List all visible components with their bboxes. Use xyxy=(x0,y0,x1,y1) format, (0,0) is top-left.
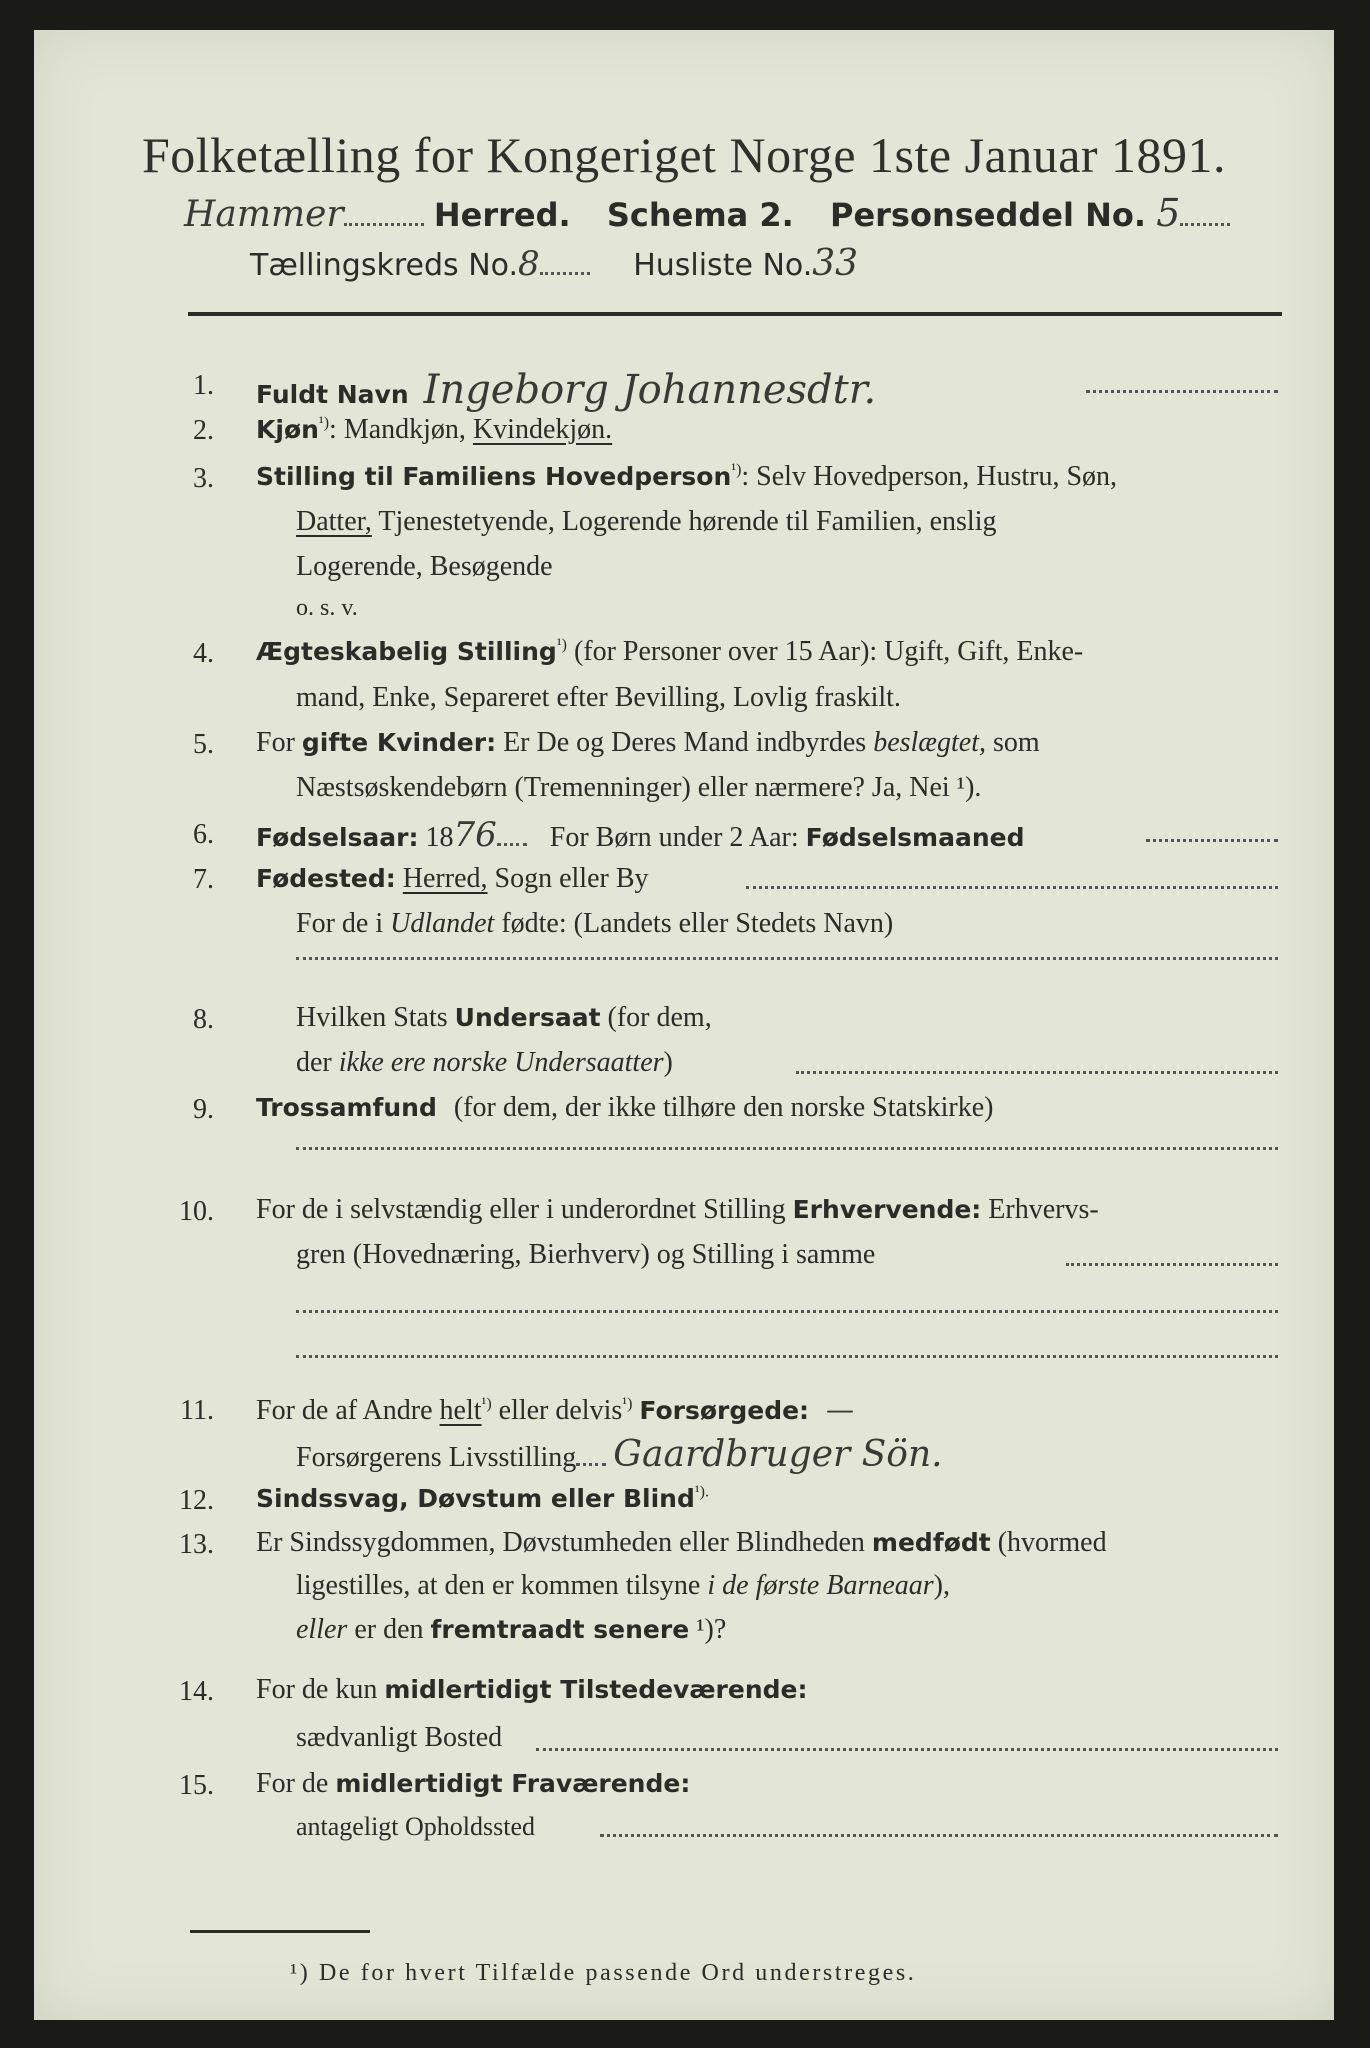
q6-label-2: Fødselsmaaned xyxy=(805,823,1025,853)
q11-text-3: Forsørgerens Livsstilling xyxy=(296,1442,577,1474)
q8-text-2b: ) xyxy=(663,1047,673,1079)
item-number: 3. xyxy=(193,462,214,494)
q7-text-2b: fødte: (Landets eller Stedets Navn) xyxy=(501,907,894,939)
schema-label: Schema 2. xyxy=(606,196,794,234)
q1-label: Fuldt Navn xyxy=(256,379,409,409)
q12-row xyxy=(256,1483,709,1515)
q6-label: Fødselsaar: xyxy=(256,823,419,853)
q13-text-3a: er den xyxy=(354,1613,424,1645)
q15-text: For de xyxy=(256,1768,329,1799)
q13-footnote-ref: ¹)? xyxy=(696,1613,727,1645)
q3-footnote-ref: ¹) xyxy=(731,461,742,479)
q6-fill-line xyxy=(1146,839,1278,842)
header-line-2 xyxy=(250,243,858,284)
q11-line-2 xyxy=(296,1434,943,1475)
q7-fill-line xyxy=(746,886,1278,889)
q8-text-2: (for dem, xyxy=(607,1001,712,1033)
q7-selected-option[interactable]: Herred, xyxy=(402,862,488,894)
form-title: Folketælling for Kongeriget Norge 1ste Januar 1891. xyxy=(141,126,1227,183)
q10-label: Erhvervende: xyxy=(792,1194,982,1224)
q15-text-2: antageligt Opholdssted xyxy=(296,1812,536,1841)
q15-line-2 xyxy=(296,1812,535,1842)
q2-footnote-ref: ¹) xyxy=(318,414,330,432)
footnote-rule xyxy=(190,1930,370,1933)
q11-footnote-ref: ¹) xyxy=(481,1395,492,1413)
item-number: 10. xyxy=(179,1195,214,1227)
q5-label: gifte Kvinder: xyxy=(301,727,497,757)
item-number: 12. xyxy=(179,1485,214,1517)
taellingskreds-value[interactable]: 8 xyxy=(518,244,540,285)
q13-text: Er Sindssygdommen, Døvstumheden eller Blindheden xyxy=(256,1526,865,1558)
header-line-1 xyxy=(184,191,1230,235)
q8-fill-line xyxy=(796,1071,1278,1074)
q10-text-2: Erhvervs- xyxy=(988,1193,1099,1225)
header-rule xyxy=(188,312,1282,316)
q11-value[interactable]: Gaardbruger Sön. xyxy=(613,1434,943,1476)
item-number: 8. xyxy=(193,1003,214,1035)
q8-label: Undersaat xyxy=(454,1002,601,1032)
q13-text-2a: ligestilles, at den er kommen tilsyne xyxy=(296,1570,701,1602)
census-form-page xyxy=(34,30,1334,2020)
q8-text-2i: ikke ere norske Undersaatter xyxy=(338,1047,664,1079)
q9-text: (for dem, der ikke tilhøre den norske Statskirke) xyxy=(453,1092,994,1124)
q1-value[interactable]: Ingeborg Johannesdtr. xyxy=(423,366,877,413)
q6-row xyxy=(256,815,1025,855)
q7-fill-line-2 xyxy=(296,957,1278,960)
item-number: 9. xyxy=(193,1094,214,1126)
q10-fill-line-2 xyxy=(296,1310,1278,1313)
q5-options-2: Næstsøskendebørn (Tremenninger) eller nærmere? Ja, Nei ¹). xyxy=(296,772,982,803)
q11-selected-option[interactable]: helt xyxy=(439,1394,482,1426)
q4-options-1: (for Personer over 15 Aar): Ugift, Gift, Enke- xyxy=(573,636,1084,668)
q14-line-1 xyxy=(256,1674,808,1706)
q3-line-1 xyxy=(256,461,1117,493)
q3-options-1: : Selv Hovedperson, Hustru, Søn, xyxy=(741,460,1118,492)
herred-label: Herred. xyxy=(433,196,571,234)
q12-label: Sindssvag, Døvstum eller Blind xyxy=(256,1484,695,1514)
q3-options-3: Logerende, Besøgende xyxy=(296,551,553,583)
q10-line-2: gren (Hovednæring, Bierhverv) og Stilling i samme xyxy=(296,1238,876,1270)
q12-footnote-ref: ¹). xyxy=(694,1484,709,1501)
item-number: 4. xyxy=(193,638,214,670)
q9-line-1 xyxy=(256,1092,993,1124)
q10-text: For de i selvstændig eller i underordnet Stilling xyxy=(256,1193,786,1225)
q3-label: Stilling til Familiens Hovedperson xyxy=(256,461,732,491)
q7-line-1 xyxy=(256,863,649,895)
q5-text-1a: Er De og Deres Mand indbyrdes xyxy=(503,726,867,758)
q1-fill-line xyxy=(1086,390,1278,393)
q11-label: Forsørgede: xyxy=(639,1395,810,1425)
q2-label: Kjøn xyxy=(256,414,319,444)
q5-text-1b: som xyxy=(992,726,1040,758)
q11-text: For de af Andre xyxy=(256,1394,433,1426)
herred-value[interactable]: Hammer xyxy=(184,194,344,235)
q5-prefix: For xyxy=(256,726,295,758)
husliste-value[interactable]: 33 xyxy=(812,243,859,285)
q7-text-2a: For de i xyxy=(296,907,384,939)
item-number: 5. xyxy=(193,728,214,760)
q14-label: midlertidigt Tilstedeværende: xyxy=(384,1675,808,1704)
q8-line-2 xyxy=(296,1047,673,1079)
item-number: 11. xyxy=(180,1394,214,1426)
q13-line-3 xyxy=(296,1614,726,1646)
q8-text: Hvilken Stats xyxy=(296,1001,448,1033)
q8-text-2a: der xyxy=(296,1047,332,1079)
q6-prefix: 18 xyxy=(425,822,454,854)
q9-fill-line xyxy=(296,1147,1278,1150)
q10-fill-line-3 xyxy=(296,1355,1278,1358)
q4-options-2: mand, Enke, Separeret efter Bevilling, Lovlig fraskilt. xyxy=(296,681,901,713)
item-number: 1. xyxy=(193,370,214,402)
q11-dash[interactable]: — xyxy=(826,1392,855,1426)
q1-row xyxy=(256,367,876,413)
q2-row xyxy=(256,414,612,446)
q4-label: Ægteskabelig Stilling xyxy=(256,637,557,667)
q13-line-1 xyxy=(256,1527,1107,1559)
husliste-label: Husliste No. xyxy=(633,248,813,284)
q3-selected-option[interactable]: Datter, xyxy=(296,505,372,537)
item-number: 6. xyxy=(193,819,214,851)
q15-line-1 xyxy=(256,1768,690,1800)
q7-text-2i: Udlandet xyxy=(390,907,495,939)
q10-fill-line xyxy=(1066,1263,1278,1266)
item-number: 14. xyxy=(179,1676,214,1707)
q4-line-1 xyxy=(256,636,1083,668)
item-number: 15. xyxy=(179,1770,214,1801)
q5-line-1 xyxy=(256,727,1040,759)
q14-line-2 xyxy=(296,1722,502,1754)
q9-label: Trossamfund xyxy=(256,1093,437,1123)
q15-label: midlertidigt Fraværende: xyxy=(335,1769,691,1798)
footnote: ¹) De for hvert Tilfælde passende Ord understreges. xyxy=(290,1960,917,1986)
q7-line-2 xyxy=(296,908,893,940)
q7-label: Fødested: xyxy=(256,863,396,893)
q2-selected-option[interactable]: Kvindekjøn. xyxy=(472,413,613,445)
q7-options: Sogn eller By xyxy=(494,862,649,894)
q14-text-2: sædvanligt Bosted xyxy=(296,1722,503,1753)
q13-text-2b: ), xyxy=(933,1570,950,1602)
item-number: 7. xyxy=(193,864,214,896)
q11-footnote-ref-2: ¹) xyxy=(622,1395,633,1413)
q15-fill-line xyxy=(600,1834,1278,1837)
taellingskreds-label: Tællingskreds No. xyxy=(250,248,518,284)
item-number: 2. xyxy=(193,415,214,447)
q14-text: For de kun xyxy=(256,1674,378,1705)
q13-label-2: fremtraadt senere xyxy=(430,1614,690,1644)
q6-text: For Børn under 2 Aar: xyxy=(549,822,799,854)
q11-line-1 xyxy=(256,1393,854,1427)
q3-options-4: o. s. v. xyxy=(296,594,358,621)
q13-text-2i: i de første Barneaar xyxy=(707,1570,934,1602)
item-number: 13. xyxy=(179,1528,214,1560)
q10-line-1 xyxy=(256,1194,1099,1226)
q2-options: : Mandkjøn, xyxy=(329,413,466,445)
q5-text-1i: beslægtet, xyxy=(873,726,986,758)
q8-line-1 xyxy=(296,1002,712,1034)
q13-text-3i: eller xyxy=(296,1613,348,1645)
q11-text-2: eller delvis xyxy=(498,1394,623,1426)
personseddel-value[interactable]: 5 xyxy=(1156,191,1181,235)
q3-line-2 xyxy=(296,506,996,538)
q4-footnote-ref: ¹) xyxy=(556,636,567,654)
q14-fill-line xyxy=(536,1748,1278,1751)
q13-label: medfødt xyxy=(871,1527,991,1557)
q3-options-2: Tjenestetyende, Logerende hørende til Familien, enslig xyxy=(378,505,997,537)
q13-text-2: (hvormed xyxy=(997,1526,1107,1558)
personseddel-label: Personseddel No. xyxy=(829,196,1147,234)
q13-line-2 xyxy=(296,1570,950,1602)
q6-value[interactable]: 76 xyxy=(453,815,497,856)
